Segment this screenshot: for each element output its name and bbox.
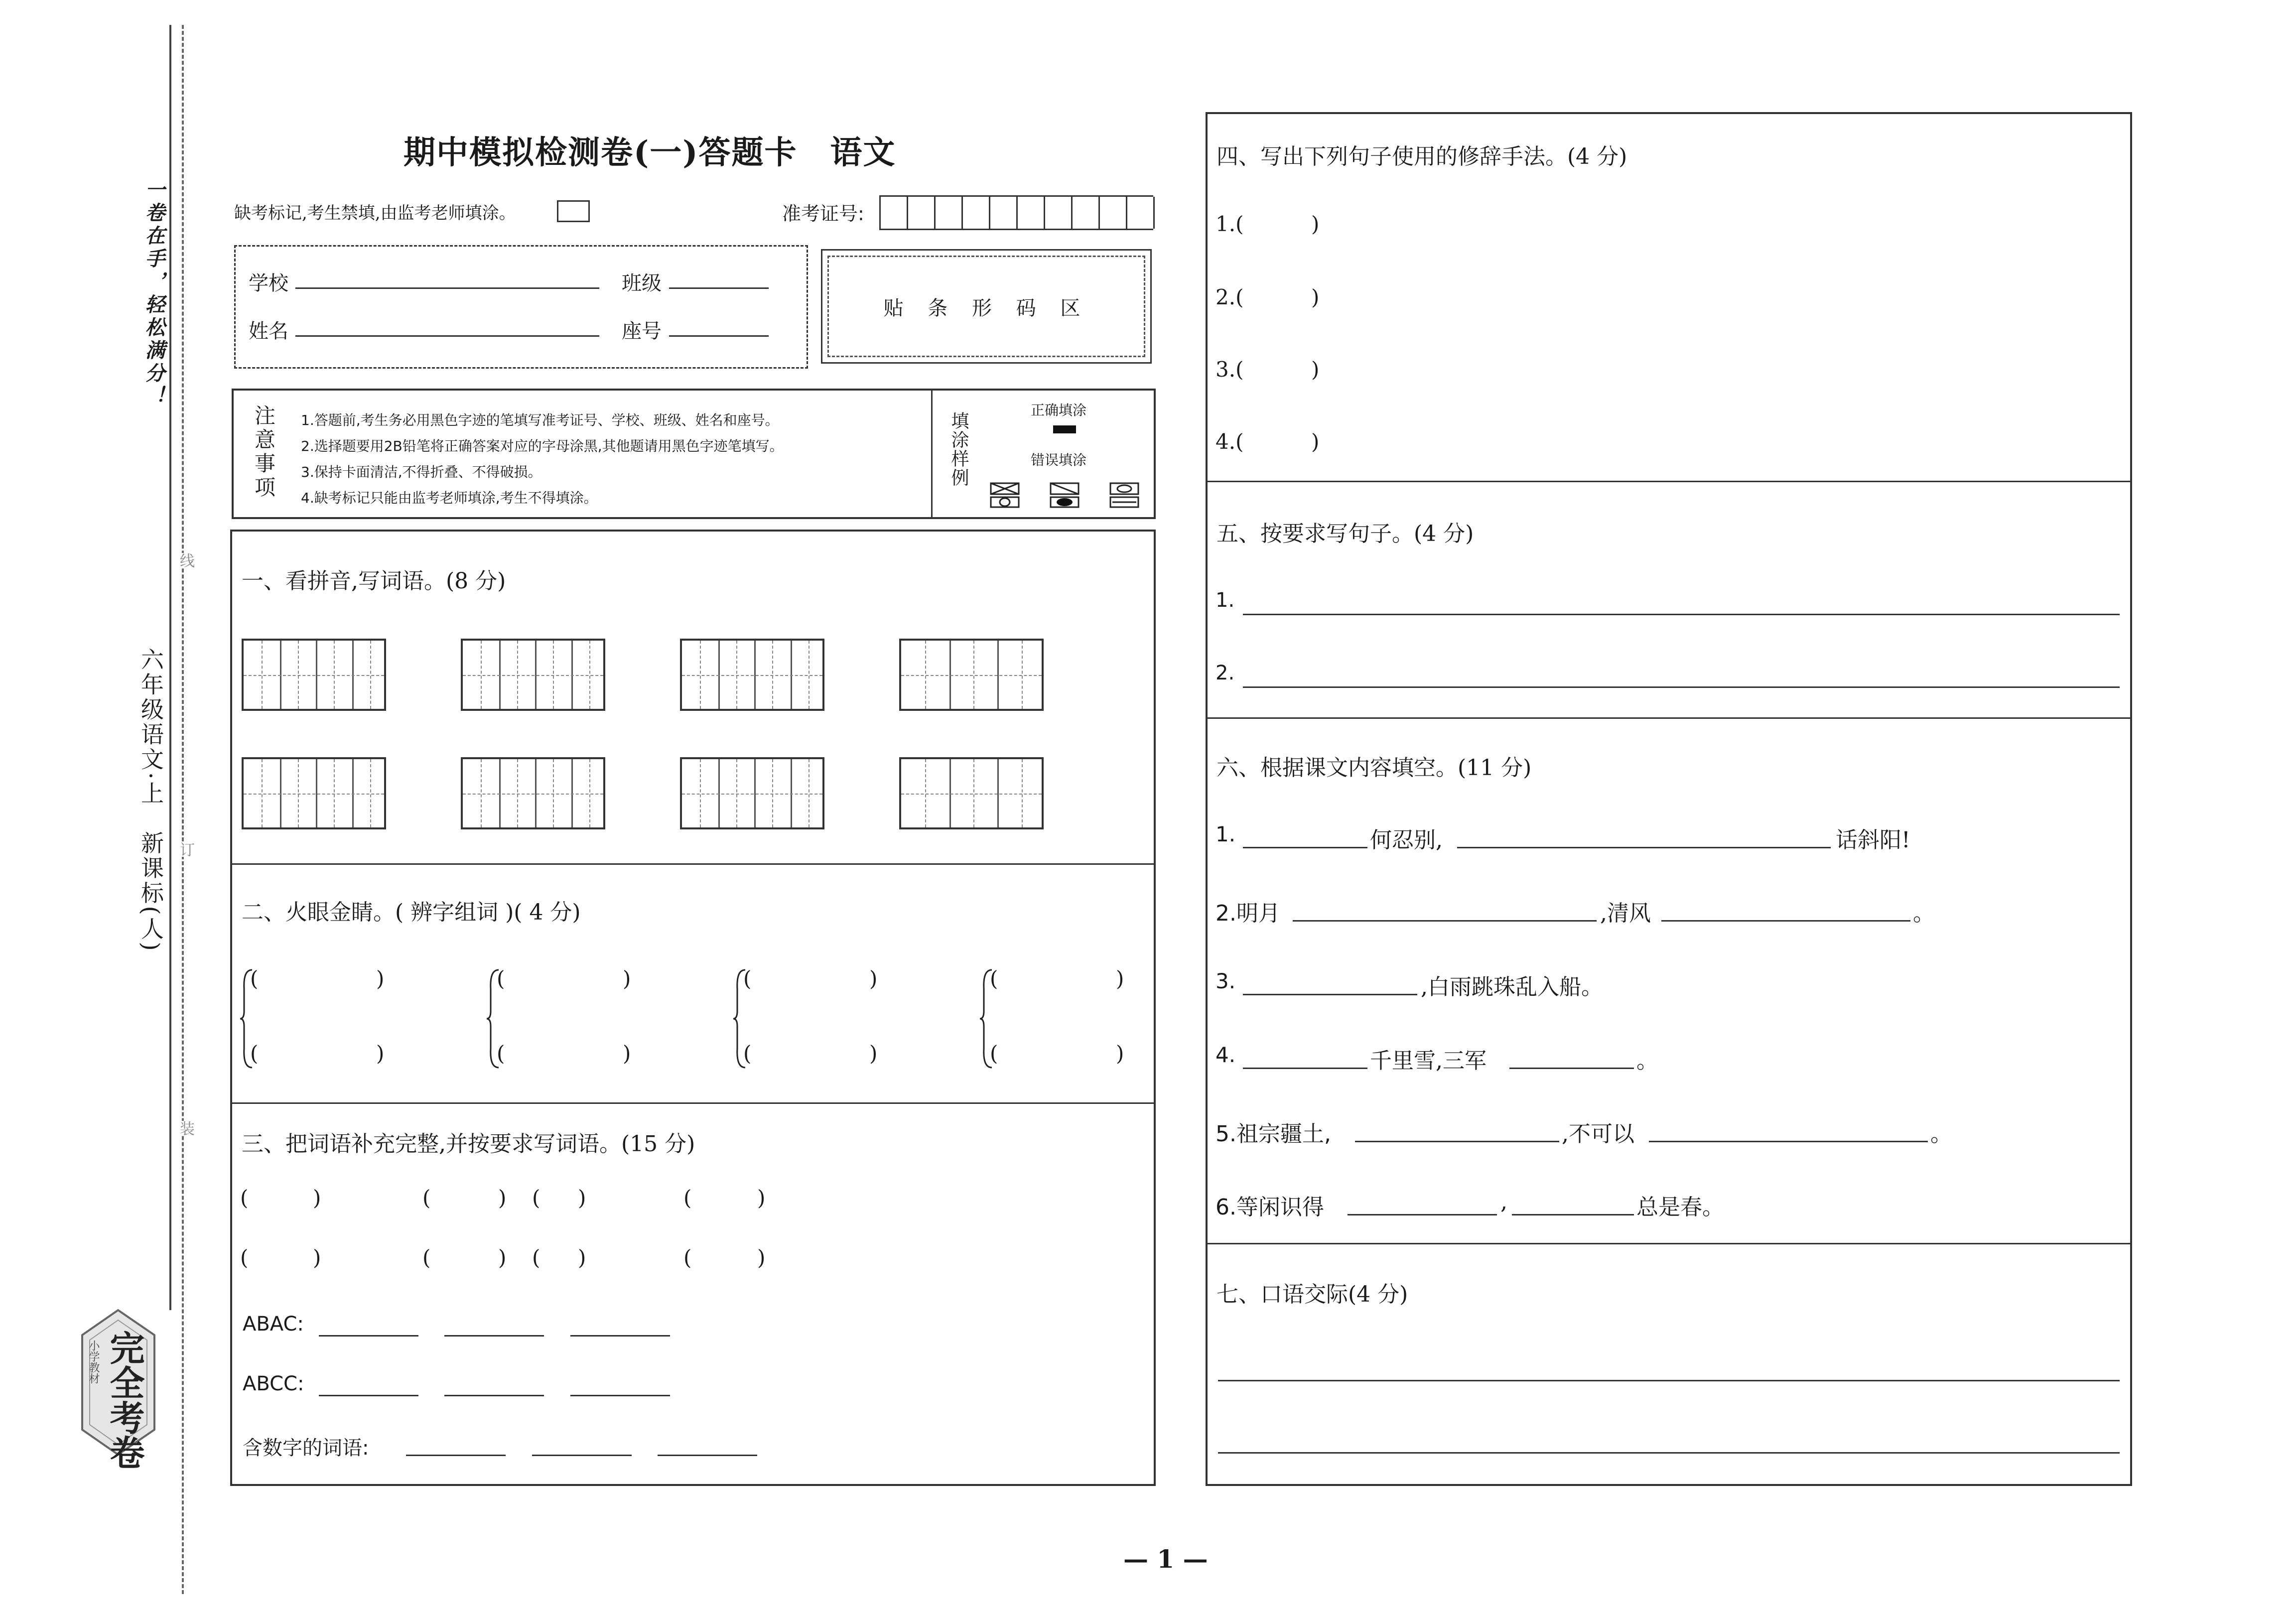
q6-l4-text-1: 千里雪,三军 (1370, 1048, 1486, 1074)
number-field-2[interactable] (532, 1455, 632, 1456)
q3-paren-close: ) (578, 1186, 586, 1210)
q1-grid-1[interactable] (242, 639, 386, 711)
exam-no-label: 准考证号: (782, 203, 864, 225)
cut-mark-mid: 订 (174, 842, 196, 857)
divider-q5-q6 (1206, 717, 2132, 719)
q2-paren-open: ( (250, 966, 259, 991)
notice-item-2: 2.选择题要用2B铅笔将正确答案对应的字母涂黑,其他题请用黑色字迹笔填写。 (301, 438, 784, 454)
q7-title: 七、口语交际(4 分) (1216, 1282, 1408, 1307)
correct-label: 正确填涂 (1031, 402, 1087, 418)
q2-paren-close: ) (376, 1041, 385, 1066)
q2-title: 二、火眼金睛。( 辨字组词 )( 4 分) (242, 900, 581, 925)
notice-box (232, 389, 1156, 519)
q6-l1-num: 1. (1216, 822, 1236, 846)
q6-l2-text-2: 。 (1913, 901, 1935, 926)
q1-grid-3[interactable] (680, 639, 824, 711)
notice-item-1: 1.答题前,考生务必用黑色字迹的笔填写准考证号、学校、班级、姓名和座号。 (301, 412, 779, 428)
q4-item-2: 2.( (1216, 285, 1244, 309)
binding-solid-line (169, 25, 171, 1310)
q2-paren-open: ( (497, 1041, 505, 1066)
q1-grid-7[interactable] (680, 757, 824, 829)
q3-paren-close: ) (498, 1245, 507, 1270)
notice-item-3: 3.保持卡面清洁,不得折叠、不得破损。 (301, 464, 542, 480)
q6-l5-text-2: 。 (1930, 1121, 1952, 1147)
q5-item-2-num: 2. (1216, 662, 1235, 684)
q4-item-4: 4.( (1216, 429, 1244, 454)
abac-field-3[interactable] (570, 1335, 670, 1337)
q3-paren-close: ) (313, 1245, 321, 1270)
q2-paren-open: ( (990, 966, 998, 991)
q3-paren-open: ( (240, 1245, 249, 1270)
seat-field[interactable] (669, 335, 769, 337)
q6-l4-blank-1[interactable] (1243, 1068, 1367, 1069)
number-word-label: 含数字的词语: (243, 1437, 369, 1460)
slogan: 一卷在手，轻松满分！ (142, 179, 165, 408)
notice-divider (931, 391, 933, 517)
exam-no-boxes[interactable] (879, 195, 1153, 230)
q4-paren-close: ) (1311, 357, 1320, 382)
q3-paren-close: ) (757, 1245, 766, 1270)
q7-answer-line-1[interactable] (1218, 1380, 2120, 1381)
q6-l4-num: 4. (1216, 1043, 1236, 1067)
q4-paren-close: ) (1311, 285, 1320, 309)
abcc-field-3[interactable] (570, 1395, 670, 1396)
abcc-field-1[interactable] (319, 1395, 418, 1396)
q4-item-3: 3.( (1216, 357, 1244, 382)
grid-dashed-guide (244, 794, 384, 795)
q6-l5-blank-1[interactable] (1355, 1141, 1559, 1142)
number-field-3[interactable] (658, 1455, 757, 1456)
q3-paren-open: ( (532, 1186, 540, 1210)
q4-title: 四、写出下列句子使用的修辞手法。(4 分) (1216, 144, 1627, 169)
q6-l2-head: 2.明月 (1216, 901, 1280, 926)
q6-l6-text-2: 总是春。 (1636, 1195, 1724, 1220)
q4-paren-close: ) (1311, 429, 1320, 454)
q3-paren-open: ( (422, 1245, 431, 1270)
q6-l6-text-1: , (1500, 1189, 1507, 1214)
q6-l6-head: 6.等闲识得 (1216, 1195, 1324, 1220)
correct-sample (1053, 425, 1076, 433)
abac-field-1[interactable] (319, 1335, 418, 1337)
q5-answer-line-1[interactable] (1243, 614, 2120, 615)
q3-paren-close: ) (578, 1245, 586, 1270)
q4-paren-close: ) (1311, 212, 1320, 236)
abcc-label: ABCC: (243, 1372, 304, 1395)
abac-field-2[interactable] (444, 1335, 544, 1337)
grid-dashed-guide (463, 675, 603, 676)
q2-paren-close: ) (1116, 966, 1124, 991)
school-label: 学校 (249, 272, 288, 295)
q2-paren-close: ) (869, 1041, 878, 1066)
q7-answer-line-2[interactable] (1218, 1452, 2120, 1454)
q3-paren-close: ) (498, 1186, 507, 1210)
abcc-field-2[interactable] (444, 1395, 544, 1396)
notice-item-4: 4.缺考标记只能由监考老师填涂,考生不得填涂。 (301, 490, 598, 506)
absent-mark-text: 缺考标记,考生禁填,由监考老师填涂。 (234, 203, 516, 223)
q2-paren-open: ( (990, 1041, 998, 1066)
q1-grid-2[interactable] (461, 639, 605, 711)
q6-l3-text-1: ,白雨跳珠乱入船。 (1421, 974, 1603, 1000)
q2-paren-close: ) (623, 966, 631, 991)
divider-q6-q7 (1206, 1243, 2132, 1244)
q6-l1-text-2: 话斜阳! (1836, 827, 1910, 853)
barcode-label: 贴 条 形 码 区 (883, 296, 1089, 320)
name-field[interactable] (295, 335, 599, 337)
page-number: — 1 — (1123, 1544, 1208, 1574)
q1-grid-5[interactable] (242, 757, 386, 829)
q6-l5-text-1: ,不可以 (1562, 1121, 1634, 1147)
school-field[interactable] (295, 287, 599, 289)
name-label: 姓名 (249, 320, 288, 343)
wrong-label: 错误填涂 (1031, 452, 1087, 468)
brand-top: 小学教材 (87, 1340, 100, 1384)
q6-l5-blank-2[interactable] (1649, 1141, 1928, 1142)
binding-dashed-line (182, 25, 184, 1594)
q6-l1-text-1: 何忍别, (1370, 827, 1443, 853)
q6-l5-head: 5.祖宗疆土, (1216, 1121, 1331, 1147)
grid-dashed-guide (463, 794, 603, 795)
q2-paren-close: ) (1116, 1041, 1124, 1066)
q2-paren-open: ( (743, 966, 752, 991)
class-field[interactable] (669, 287, 769, 289)
absent-mark-box[interactable] (557, 200, 590, 222)
page-title: 期中模拟检测卷(一)答题卡 语文 (404, 134, 896, 171)
q6-l2-blank-2[interactable] (1661, 920, 1910, 922)
notice-heading: 注意事项 (252, 404, 276, 500)
class-label: 班级 (622, 272, 662, 295)
q6-l3-blank-1[interactable] (1243, 994, 1417, 995)
q5-title: 五、按要求写句子。(4 分) (1216, 521, 1474, 546)
q4-item-1: 1.( (1216, 212, 1244, 236)
q6-l2-blank-1[interactable] (1293, 920, 1597, 922)
divider-q1-q2 (230, 863, 1156, 865)
grid-dashed-guide (682, 675, 822, 676)
q6-title: 六、根据课文内容填空。(11 分) (1216, 755, 1532, 781)
q6-l4-text-2: 。 (1636, 1048, 1658, 1074)
grade-label: 六年级语文·上 新课标(人) (137, 648, 164, 953)
q1-grid-4[interactable] (899, 639, 1044, 711)
q6-l1-blank-2[interactable] (1457, 847, 1831, 848)
q2-paren-open: ( (743, 1041, 752, 1066)
number-field-1[interactable] (406, 1455, 506, 1456)
q6-l6-blank-2[interactable] (1512, 1214, 1634, 1215)
barcode-area (821, 249, 1152, 364)
q1-grid-6[interactable] (461, 757, 605, 829)
q1-grid-8[interactable] (899, 757, 1044, 829)
divider-q2-q3 (230, 1102, 1156, 1104)
q2-paren-close: ) (869, 966, 878, 991)
divider-q4-q5 (1206, 481, 2132, 482)
wrong-samples (986, 479, 1150, 509)
cut-mark-bot: 装 (174, 1121, 196, 1136)
sample-label: 填涂样例 (948, 411, 969, 487)
brand-name: 完全考卷 (104, 1330, 145, 1470)
q6-l4-blank-2[interactable] (1509, 1068, 1634, 1069)
grid-dashed-guide (901, 675, 1042, 676)
q6-l6-blank-1[interactable] (1348, 1214, 1497, 1215)
q5-item-1-num: 1. (1216, 589, 1235, 612)
q3-paren-open: ( (240, 1186, 249, 1210)
q2-paren-close: ) (623, 1041, 631, 1066)
q5-answer-line-2[interactable] (1243, 686, 2120, 688)
q3-paren-open: ( (422, 1186, 431, 1210)
q3-paren-open: ( (532, 1245, 540, 1270)
q6-l2-text-1: ,清风 (1600, 901, 1651, 926)
abac-label: ABAC: (243, 1313, 304, 1336)
q6-l3-num: 3. (1216, 969, 1236, 993)
q1-title: 一、看拼音,写词语。(8 分) (242, 568, 506, 594)
grid-dashed-guide (244, 675, 384, 676)
grid-dashed-guide (682, 794, 822, 795)
q3-title: 三、把词语补充完整,并按要求写词语。(15 分) (242, 1131, 695, 1157)
q3-paren-close: ) (313, 1186, 321, 1210)
q2-paren-open: ( (250, 1041, 259, 1066)
q2-paren-close: ) (376, 966, 385, 991)
q6-l1-blank-1[interactable] (1243, 847, 1367, 848)
q3-paren-open: ( (683, 1186, 692, 1210)
brand-logo (75, 1305, 162, 1470)
q3-paren-open: ( (683, 1245, 692, 1270)
grid-dashed-guide (901, 794, 1042, 795)
q3-paren-close: ) (757, 1186, 766, 1210)
info-box (234, 245, 808, 369)
seat-label: 座号 (622, 320, 662, 343)
q2-paren-open: ( (497, 966, 505, 991)
cut-mark-top: 线 (174, 553, 196, 568)
